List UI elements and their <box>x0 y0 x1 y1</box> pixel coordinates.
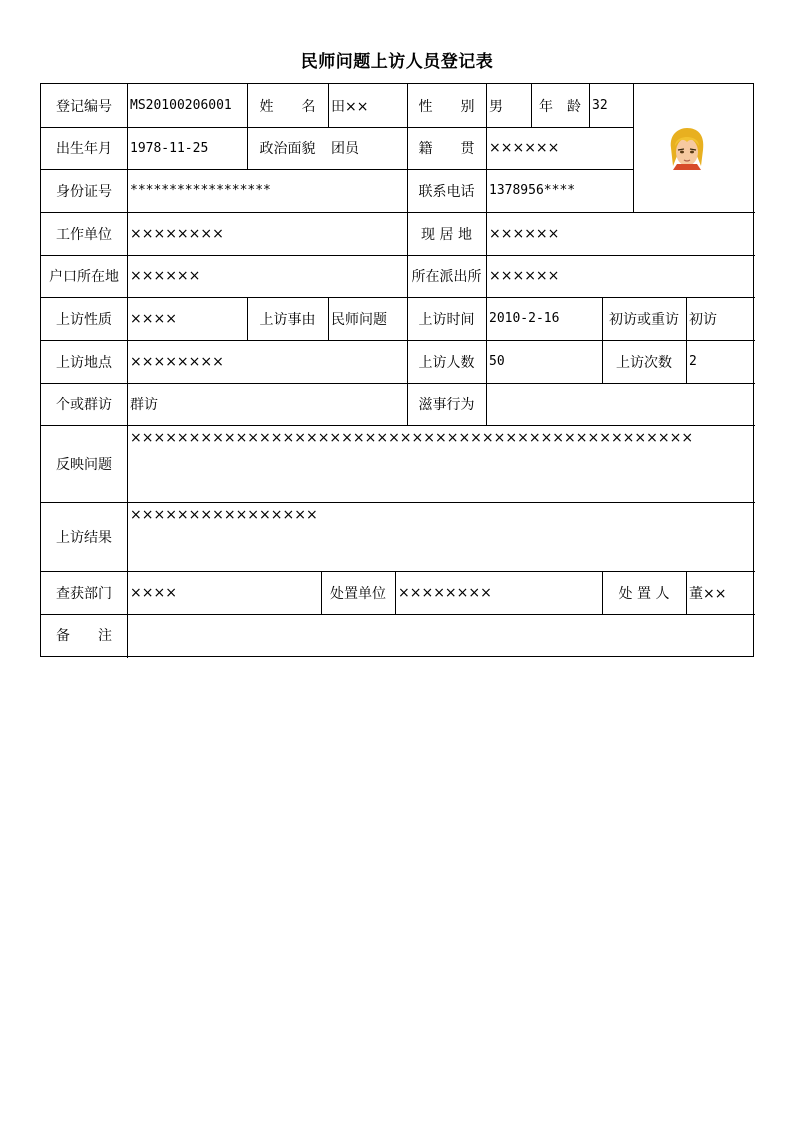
visit-count-label: 上访次数 <box>616 354 672 371</box>
individual-group-label: 个或群访 <box>56 397 112 413</box>
reason-value: 民师问题 <box>331 311 387 328</box>
birth-label: 出生年月 <box>56 141 112 157</box>
issue-label: 反映问题 <box>56 456 112 473</box>
work-unit-value: ×××××××× <box>130 225 224 242</box>
reason-label: 上访事由 <box>259 311 316 328</box>
residence-value: ×××××× <box>489 225 560 242</box>
birth-value: 1978-11-25 <box>130 140 209 156</box>
handling-unit-value: ×××××××× <box>398 584 492 601</box>
handling-unit-label: 处置单位 <box>330 585 386 602</box>
name-value: 田×× <box>331 98 369 115</box>
visitors-label: 上访人数 <box>418 354 475 371</box>
nature-label: 上访性质 <box>56 311 112 328</box>
visit-time-value: 2010-2-16 <box>489 311 560 326</box>
visitors-value: 50 <box>489 354 505 369</box>
id-card-label: 身份证号 <box>56 183 112 200</box>
first-or-repeat-label: 初访或重访 <box>609 311 679 328</box>
location-value: ×××××××× <box>130 353 224 370</box>
gender-label: 性 别 <box>418 98 475 115</box>
individual-group-value: 群访 <box>130 397 158 413</box>
residence-label: 现 居 地 <box>421 226 472 243</box>
page-title: 民师问题上访人员登记表 <box>300 52 494 72</box>
location-label: 上访地点 <box>56 354 112 371</box>
age-label: 年 龄 <box>539 98 581 115</box>
dept-value: ×××× <box>130 584 177 601</box>
police-station-value: ×××××× <box>489 268 560 284</box>
native-value: ×××××× <box>489 140 560 156</box>
trouble-label: 滋事行为 <box>418 397 475 413</box>
remarks-label: 备 注 <box>56 628 112 644</box>
nature-value: ×××× <box>130 310 177 327</box>
hukou-label: 户口所在地 <box>49 269 119 285</box>
police-station-label: 所在派出所 <box>411 269 482 285</box>
hukou-value: ×××××× <box>130 268 201 284</box>
registration-form <box>40 83 754 657</box>
visit-count-value: 2 <box>689 354 697 369</box>
political-label: 政治面貌 <box>259 141 316 157</box>
result-label: 上访结果 <box>56 529 112 546</box>
dept-label: 查获部门 <box>56 585 112 602</box>
trouble-value <box>486 383 755 425</box>
id-card-value: ****************** <box>130 183 271 198</box>
reg-no-label: 登记编号 <box>56 98 112 115</box>
gender-value: 男 <box>489 98 503 115</box>
visit-time-label: 上访时间 <box>418 311 475 328</box>
result-value: ×××××××××××××××× <box>130 507 318 523</box>
handler-value: 董×× <box>689 585 727 602</box>
avatar-portrait-icon <box>667 126 707 170</box>
work-unit-label: 工作单位 <box>56 226 112 243</box>
issue-value: ×××××××××××××××××××××××××××××××××××××××××××××××× <box>130 430 694 446</box>
political-value: 团员 <box>331 141 359 157</box>
first-or-repeat-value: 初访 <box>689 311 717 328</box>
remarks-value <box>127 614 755 656</box>
phone-value: 1378956**** <box>489 183 576 198</box>
reg-no-value: MS20100206001 <box>130 98 232 113</box>
age-value: 32 <box>592 98 608 113</box>
phone-label: 联系电话 <box>418 183 475 200</box>
native-label: 籍 贯 <box>418 141 475 157</box>
handler-label: 处 置 人 <box>618 585 670 602</box>
name-label: 姓 名 <box>259 98 316 115</box>
